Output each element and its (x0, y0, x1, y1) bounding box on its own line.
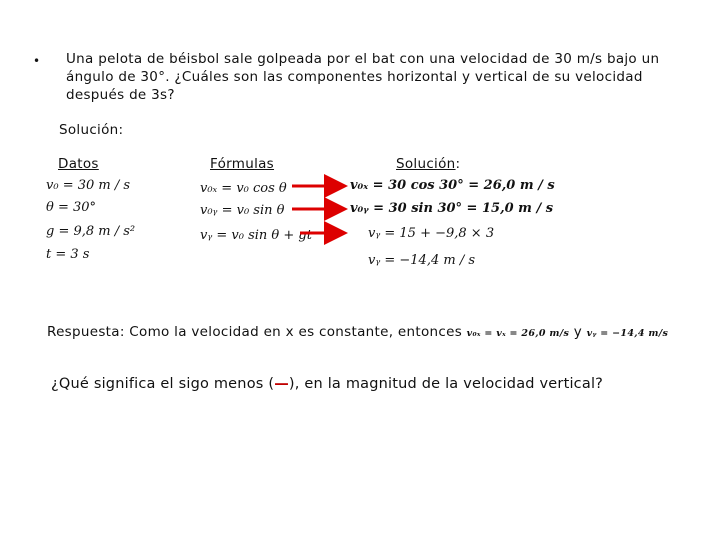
question-after: ), en la magnitud de la velocidad vertical? (288, 376, 604, 392)
answer-eq-vx: v₀ₓ = vₓ = 26,0 m/s (466, 328, 570, 339)
result-v0y (350, 201, 553, 216)
solucion-colon: : (455, 156, 461, 172)
formula-v0y: v₀ᵧ = v₀ sin θ (200, 203, 285, 218)
problem-statement: Una pelota de béisbol sale golpeada por el bat con una velocidad de 30 m/s bajo un ángulo de 30°. ¿Cuáles son las componentes horizontal y vertical de su velocidad después de 3s? (66, 51, 660, 103)
answer-line (47, 324, 668, 340)
answer-text: Respuesta: Como la velocidad en x es constante, entonces (47, 324, 463, 340)
result-v0x-text: v₀ₓ = 30 cos 30° = 26,0 m / s (350, 178, 555, 193)
question-before: ¿Qué significa el sigo menos ( (51, 376, 275, 392)
dato-theta: θ = 30° (46, 200, 97, 215)
result-vy-value: vᵧ = −14,4 m / s (368, 253, 476, 268)
result-v0x (350, 178, 555, 193)
dato-t: t = 3 s (46, 247, 90, 262)
formulas-heading: Fórmulas (210, 156, 275, 172)
dato-v0: v₀ = 30 m / s (46, 178, 131, 193)
answer-joiner: y (573, 324, 583, 340)
result-vy-expr: vᵧ = 15 + −9,8 × 3 (368, 226, 495, 241)
question-line (51, 376, 603, 392)
formula-vy: vᵧ = v₀ sin θ + gt (200, 228, 312, 243)
solution-label: Solución: (59, 122, 124, 138)
solucion-heading-text: Solución (396, 156, 456, 172)
bullet: • (33, 54, 41, 68)
datos-heading: Datos (58, 156, 99, 172)
answer-eq-vy: vᵧ = −14,4 m/s (586, 328, 669, 339)
result-v0y-text: v₀ᵧ = 30 sin 30° = 15,0 m / s (350, 201, 554, 216)
formula-v0x: v₀ₓ = v₀ cos θ (200, 181, 287, 196)
minus-sign: — (274, 376, 289, 392)
dato-g: g = 9,8 m / s² (46, 224, 136, 239)
